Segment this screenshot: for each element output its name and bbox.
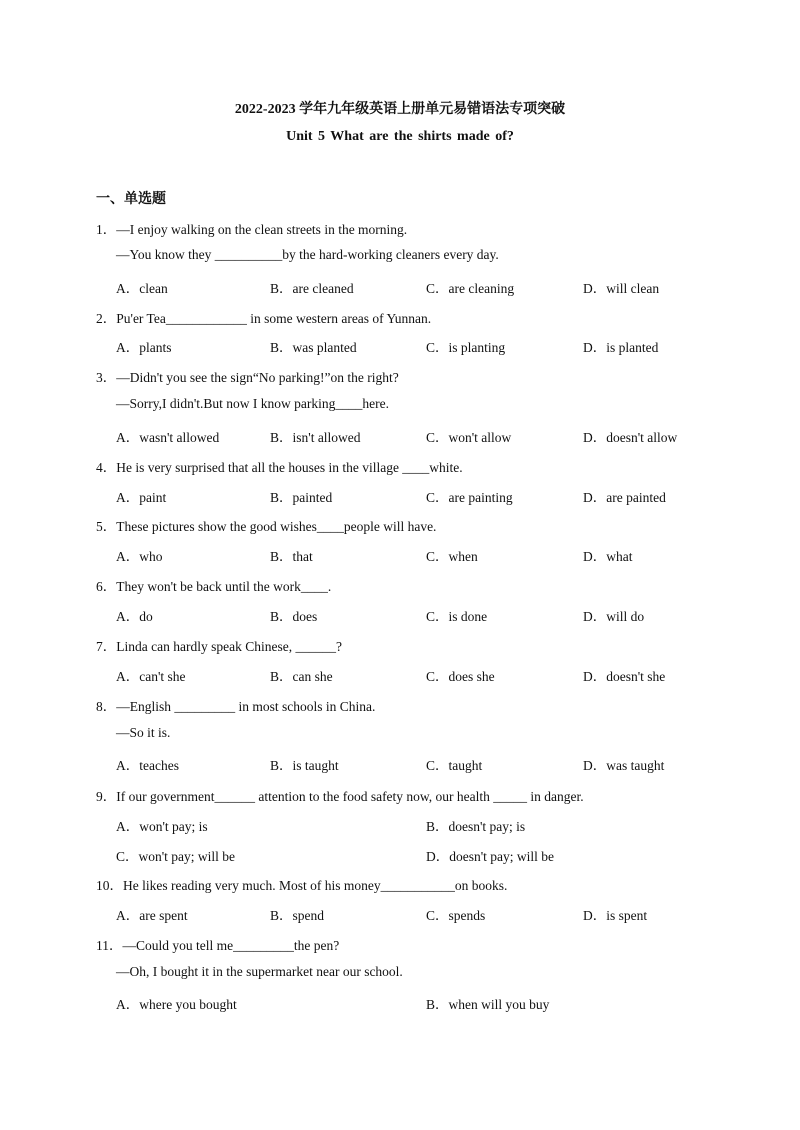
question-6-option-c: C．is done [426,609,488,624]
question-7-stem: 7．Linda can hardly speak Chinese, ______? [96,639,342,654]
question-4-option-b: B．painted [270,490,333,505]
question-5-option-b: B．that [270,549,313,564]
question-5-option-c: C．when [426,549,478,564]
question-2-option-c: C．is planting [426,340,506,355]
question-4-option-a: A．paint [116,490,167,505]
question-7-option-c: C．does she [426,669,495,684]
question-4-stem: 4．He is very surprised that all the houses in the village ____white. [96,460,463,475]
question-9-option-a: A．won't pay; is [116,819,208,834]
question-7-option-a: A．can't she [116,669,186,684]
question-1-option-a: A．clean [116,281,168,296]
question-5-option-a: A．who [116,549,163,564]
question-9-stem: 9．If our government______ attention to the food safety now, our health _____ in danger. [96,789,584,804]
question-1-option-d: D．will clean [583,281,660,296]
question-9-option-c: C．won't pay; will be [116,849,236,864]
document-subtitle: Unit 5 What are the shirts made of? [286,129,514,144]
question-1-option-b: B．are cleaned [270,281,354,296]
question-2-option-a: A．plants [116,340,172,355]
question-11-stem-2: —Oh, I bought it in the supermarket near our school. [116,964,403,979]
question-2-option-b: B．was planted [270,340,357,355]
question-1-stem-2: —You know they __________by the hard-working cleaners every day. [116,247,499,262]
question-8-option-a: A．teaches [116,758,179,773]
question-11-option-b: B．when will you buy [426,997,550,1012]
question-3-option-c: C．won't allow [426,430,512,445]
question-5-option-d: D．what [583,549,633,564]
question-3-option-b: B．isn't allowed [270,430,361,445]
question-3-option-a: A．wasn't allowed [116,430,220,445]
question-7-option-b: B．can she [270,669,333,684]
document-title: 2022-2023 学年九年级英语上册单元易错语法专项突破 [234,102,566,117]
question-8-stem-2: —So it is. [116,725,171,740]
question-6-stem: 6．They won't be back until the work____. [96,579,332,594]
question-6-option-a: A．do [116,609,153,624]
question-3-stem-2: —Sorry,I didn't.But now I know parking____here. [116,396,390,411]
question-7-option-d: D．doesn't she [583,669,666,684]
question-8-option-d: D．was taught [583,758,665,773]
question-5-stem: 5．These pictures show the good wishes____people will have. [96,519,437,534]
question-9-option-b: B．doesn't pay; is [426,819,526,834]
section-heading: 一、单选题 [96,192,166,207]
question-8-option-c: C．taught [426,758,483,773]
question-1-stem: 1．—I enjoy walking on the clean streets in the morning. [96,222,408,237]
question-10-option-d: D．is spent [583,908,648,923]
question-10-option-a: A．are spent [116,908,188,923]
question-4-option-d: D．are painted [583,490,666,505]
question-11-stem: 11．—Could you tell me_________the pen? [96,938,340,953]
question-3-stem: 3．—Didn't you see the sign“No parking!”on the right? [96,370,399,385]
question-11-option-a: A．where you bought [116,997,237,1012]
question-6-option-d: D．will do [583,609,645,624]
question-8-stem: 8．—English _________ in most schools in China. [96,699,376,714]
question-2-stem: 2．Pu'er Tea____________ in some western areas of Yunnan. [96,311,432,326]
question-10-option-c: C．spends [426,908,486,923]
question-1-option-c: C．are cleaning [426,281,515,296]
question-2-option-d: D．is planted [583,340,659,355]
question-6-option-b: B．does [270,609,318,624]
question-10-stem: 10．He likes reading very much. Most of his money___________on books. [96,878,508,893]
question-10-option-b: B．spend [270,908,324,923]
question-9-option-d: D．doesn't pay; will be [426,849,555,864]
question-8-option-b: B．is taught [270,758,339,773]
question-3-option-d: D．doesn't allow [583,430,678,445]
question-4-option-c: C．are painting [426,490,513,505]
